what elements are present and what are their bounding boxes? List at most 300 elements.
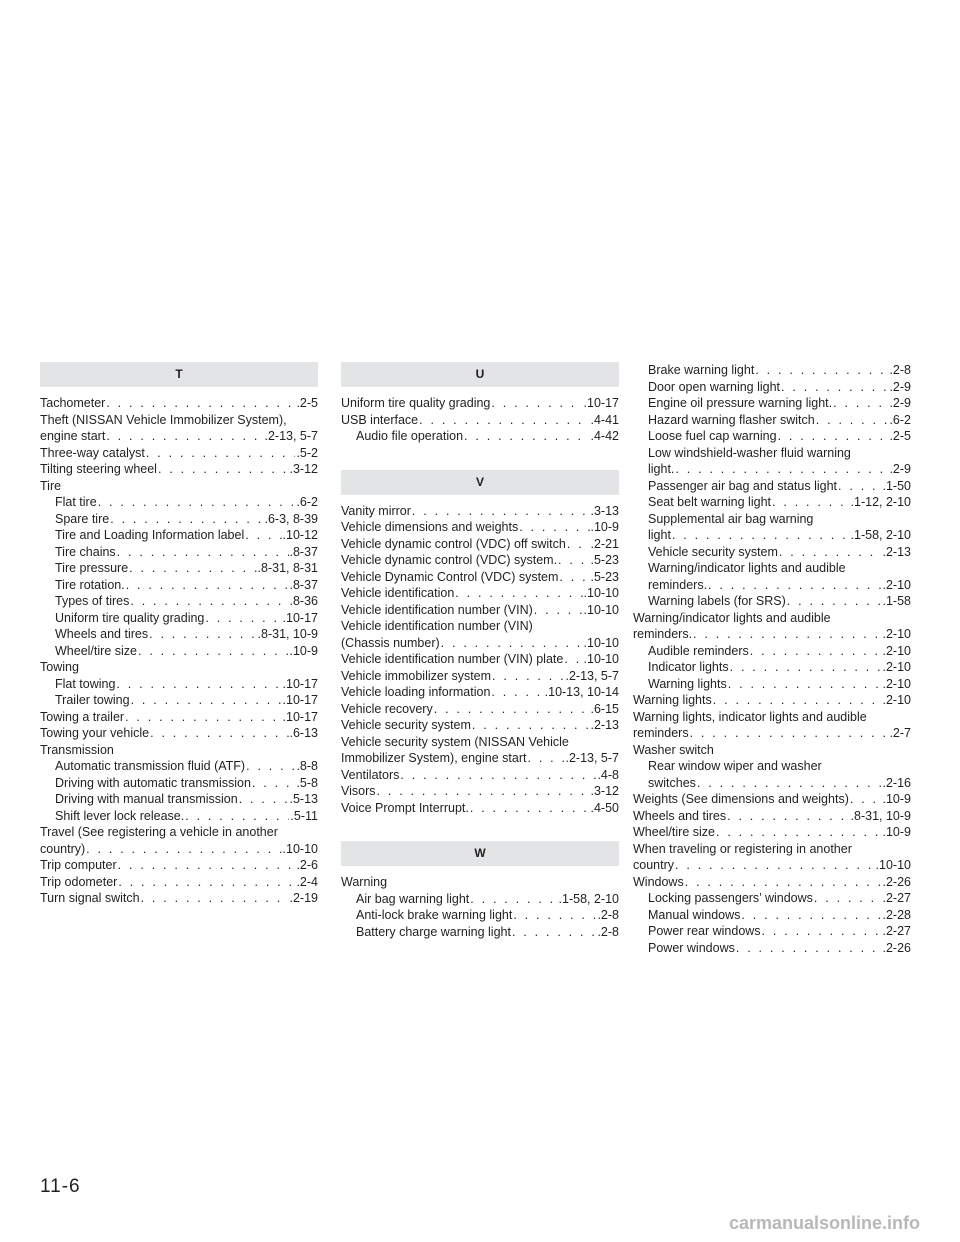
index-entry-label: Power rear windows — [648, 924, 761, 938]
index-page-ref: .2-13, 5-7 — [565, 751, 619, 765]
index-entry — [40, 610, 318, 627]
dot-leader — [434, 701, 590, 718]
index-entry-label: engine start — [40, 429, 106, 443]
index-entry-label: Wheel/tire size — [55, 643, 137, 658]
index-entry-label: Shift lever lock release. — [55, 808, 185, 823]
index-entry-row — [40, 725, 318, 742]
index-entry-label-line: Supplemental air bag warning — [648, 511, 814, 526]
index-entry — [341, 552, 619, 569]
index-entry-label-line: When traveling or registering in another — [633, 841, 852, 856]
index-entry-label: Warning lights — [633, 693, 712, 707]
index-entry — [633, 511, 911, 544]
index-entry-row — [341, 503, 619, 520]
index-entry-label: country — [633, 858, 674, 872]
index-entry-label: Windows — [633, 874, 684, 889]
dot-leader — [838, 478, 881, 495]
index-entry — [341, 734, 619, 767]
index-entry-row — [648, 940, 911, 957]
index-entry-row — [341, 717, 619, 734]
index-entry-label: light. — [648, 462, 675, 476]
index-entry-row — [341, 585, 619, 602]
index-entry-row — [648, 890, 911, 907]
dot-leader — [527, 750, 564, 767]
index-entry-row — [633, 791, 911, 808]
index-entry — [40, 890, 318, 907]
index-entry-label: Vehicle Dynamic Control (VDC) system — [341, 569, 559, 584]
index-entry-label: Visors — [341, 784, 376, 798]
index-page-ref: .5-2 — [296, 445, 318, 460]
index-page-ref: .2-19 — [289, 891, 318, 905]
index-page-ref: .2-6 — [296, 858, 318, 872]
index-entry-row — [633, 692, 911, 709]
index-page-ref: .10-13, 10-14 — [544, 685, 619, 699]
dot-leader — [697, 775, 882, 792]
index-page-ref: .10-9 — [882, 825, 911, 839]
dot-leader — [118, 857, 296, 874]
index-entry — [341, 503, 619, 520]
index-entry-label: Brake warning light — [648, 363, 755, 377]
index-entry-label: Tire rotation. — [55, 577, 125, 592]
index-entry-row — [55, 775, 318, 792]
index-page-ref: .2-7 — [889, 726, 911, 740]
index-page-ref: .5-23 — [590, 553, 619, 567]
index-entry — [341, 412, 619, 429]
index-entry-label: Tire — [40, 478, 62, 493]
dot-leader — [762, 923, 882, 940]
index-entry-label: Warning lights — [648, 676, 727, 691]
dot-leader — [787, 593, 882, 610]
index-entry-label: Warning — [341, 875, 388, 889]
index-entry-label: Automatic transmission fluid (ATF) — [55, 759, 246, 773]
index-page-ref: .10-10 — [282, 841, 318, 856]
index-entry-row — [648, 379, 911, 396]
index-entry-row — [40, 395, 318, 412]
index-page-ref: .2-21 — [590, 536, 619, 551]
index-page-ref: .3-13 — [590, 503, 619, 518]
index-page-ref: .2-10 — [882, 660, 911, 674]
dot-leader — [513, 907, 596, 924]
index-entry — [40, 775, 318, 792]
index-page-ref: .10-17 — [282, 709, 318, 724]
index-entry-label: switches — [648, 775, 696, 790]
index-entry — [633, 676, 911, 693]
index-entry-label-line: Warning/indicator lights and audible — [633, 610, 831, 625]
index-entry-row — [633, 626, 911, 643]
index-entry — [40, 560, 318, 577]
index-entry — [633, 412, 911, 429]
section-header: V — [341, 470, 619, 495]
dot-leader — [419, 412, 589, 429]
index-page-ref: .1-58, 2-10 — [850, 528, 911, 542]
dot-leader — [850, 791, 882, 808]
dot-leader — [558, 552, 589, 569]
dot-leader — [492, 668, 564, 685]
index-entry-row — [341, 684, 619, 701]
index-entry-label: Power windows — [648, 940, 735, 955]
dot-leader — [441, 635, 583, 652]
index-page-ref: .2-10 — [882, 676, 911, 691]
index-entry — [341, 684, 619, 701]
dot-leader — [716, 824, 882, 841]
index-entry — [40, 742, 318, 759]
index-entry — [341, 536, 619, 553]
index-entry-row — [648, 494, 911, 511]
index-entry — [633, 758, 911, 791]
index-entry-row — [633, 824, 911, 841]
dot-leader — [567, 536, 590, 553]
index-entry — [633, 445, 911, 478]
index-entry-row — [633, 725, 911, 742]
index-page-ref: .6-15 — [590, 701, 619, 716]
index-entry-label: Three-way catalyst — [40, 445, 145, 460]
index-entry-row — [648, 923, 911, 940]
index-page-ref: .10-17 — [282, 610, 318, 625]
index-page-ref: .8-36 — [289, 594, 318, 608]
index-entry — [341, 428, 619, 445]
index-page-ref: .2-28 — [882, 907, 911, 922]
index-entry — [633, 692, 911, 709]
index-entry-label: Flat tire — [55, 495, 97, 509]
index-entry-label: (Chassis number) — [341, 635, 440, 650]
index-page-ref: .2-5 — [889, 429, 911, 443]
index-entry-row — [341, 519, 619, 536]
index-entry — [633, 907, 911, 924]
index-entry — [633, 494, 911, 511]
dot-leader — [245, 527, 281, 544]
index-page-ref: .2-13, 5-7 — [565, 668, 619, 683]
index-entry-row — [648, 676, 911, 693]
index-entry-row — [341, 767, 619, 784]
index-entry-label: Vehicle security system — [648, 544, 778, 559]
index-page-ref: .2-13 — [590, 718, 619, 732]
index-entry-label-line: Travel (See registering a vehicle in another — [40, 825, 278, 839]
index-page-ref: .10-9 — [590, 520, 619, 534]
dot-leader — [131, 692, 282, 709]
dot-leader — [728, 676, 882, 693]
index-entry — [40, 709, 318, 726]
index-entry-label: Driving with manual transmission — [55, 792, 238, 806]
index-entry — [633, 395, 911, 412]
index-page-ref: .6-3, 8-39 — [264, 511, 318, 526]
dot-leader — [534, 602, 583, 619]
dot-leader — [126, 577, 289, 594]
index-entry-label: Tire and Loading Information label — [55, 528, 245, 542]
index-entry — [633, 940, 911, 957]
index-entry-label: Driving with automatic transmission — [55, 775, 251, 790]
index-entry-label: Spare tire — [55, 511, 110, 526]
index-page-ref: .10-10 — [583, 586, 619, 600]
index-entry-label: light — [648, 528, 671, 542]
index-entry-row — [356, 891, 619, 908]
index-entry-row — [648, 659, 911, 676]
index-entry-label: Trip odometer — [40, 874, 118, 889]
index-page-ref: .1-58 — [882, 594, 911, 608]
index-entry-label: Seat belt warning light — [648, 495, 771, 509]
dot-leader — [117, 544, 289, 561]
index-page-ref: .2-27 — [882, 891, 911, 905]
index-entry — [341, 602, 619, 619]
index-entry — [40, 494, 318, 511]
dot-leader — [564, 651, 582, 668]
index-entry-row — [648, 428, 911, 445]
index-entry — [341, 907, 619, 924]
index-entry-row — [648, 478, 911, 495]
index-entry-label: Transmission — [40, 742, 114, 757]
dot-leader — [205, 610, 281, 627]
index-entry-label: Tire chains — [55, 544, 116, 559]
index-entry-row — [648, 412, 911, 429]
index-entry — [40, 527, 318, 544]
index-entry-row — [40, 857, 318, 874]
index-entry — [40, 791, 318, 808]
index-entry — [633, 923, 911, 940]
dot-leader — [252, 775, 296, 792]
index-entry — [633, 478, 911, 495]
index-entry-label: Ventilators — [341, 767, 400, 782]
index-entry-label: Anti-lock brake warning light — [356, 908, 513, 922]
index-entry-row — [648, 544, 911, 561]
index-entry-label: Tilting steering wheel — [40, 462, 157, 476]
index-page-ref: .2-16 — [882, 775, 911, 790]
index-entry-label: Vehicle identification number (VIN) plate — [341, 652, 564, 666]
dot-leader — [464, 428, 589, 445]
index-entry-row — [356, 924, 619, 941]
index-entry-row — [40, 841, 318, 858]
index-entry — [341, 519, 619, 536]
index-entry-label: Towing — [40, 660, 79, 674]
index-entry — [633, 379, 911, 396]
dot-leader — [750, 643, 882, 660]
index-entry-label: Vehicle recovery — [341, 701, 433, 716]
index-entry-label: Tachometer — [40, 396, 106, 410]
index-entry — [40, 461, 318, 478]
dot-leader — [138, 643, 289, 660]
index-entry — [633, 791, 911, 808]
index-entry-row — [648, 527, 911, 544]
dot-leader — [727, 808, 849, 825]
index-entry-label: reminders. — [633, 627, 693, 641]
index-entry-row — [40, 890, 318, 907]
dot-leader — [833, 395, 888, 412]
index-entry-label: Hazard warning flasher switch — [648, 412, 815, 427]
index-entry-row — [648, 643, 911, 660]
index-page-ref: .2-5 — [296, 396, 318, 410]
index-entry — [40, 824, 318, 857]
index-entry-row — [40, 428, 318, 445]
index-entry — [633, 874, 911, 891]
index-entry-label: Towing a trailer — [40, 709, 125, 724]
index-entry — [40, 808, 318, 825]
index-entry — [40, 643, 318, 660]
index-page-ref: .10-10 — [875, 858, 911, 872]
dot-leader — [470, 800, 590, 817]
index-entry-row — [341, 701, 619, 718]
index-entry-label: Engine oil pressure warning light. — [648, 396, 833, 410]
index-entry — [40, 692, 318, 709]
index-entry-row — [55, 643, 318, 660]
index-entry — [633, 709, 911, 742]
dot-leader — [491, 395, 582, 412]
index-entry — [341, 569, 619, 586]
index-page-ref: .2-13, 5-7 — [264, 429, 318, 443]
index-entry-label: Loose fuel cap warning — [648, 429, 777, 443]
index-entry — [633, 544, 911, 561]
dot-leader — [185, 808, 289, 825]
watermark-logo[interactable]: carmanualsonline.info — [728, 1213, 920, 1233]
dot-leader — [512, 924, 597, 941]
section-header: U — [341, 362, 619, 387]
index-page-ref: .4-42 — [590, 429, 619, 443]
index-entry-label: reminders — [633, 726, 689, 740]
index-entry-label: Vehicle security system — [341, 718, 471, 732]
index-entry-label: Vehicle dimensions and weights — [341, 520, 519, 534]
dot-leader — [672, 527, 850, 544]
index-page-ref: .2-27 — [882, 924, 911, 938]
dot-leader — [778, 428, 889, 445]
dot-leader — [110, 511, 263, 528]
index-page-ref: .2-10 — [882, 643, 911, 658]
index-entry-row — [648, 907, 911, 924]
index-entry-row — [55, 511, 318, 528]
index-entry-label: Washer switch — [633, 742, 714, 757]
index-entry-label: Vehicle dynamic control (VDC) off switch — [341, 536, 566, 551]
index-entry-row — [648, 461, 911, 478]
index-page-ref: .1-58, 2-10 — [558, 891, 619, 906]
index-entry — [633, 362, 911, 379]
dot-leader — [98, 494, 296, 511]
index-page-ref: .5-11 — [290, 808, 318, 823]
index-page-ref: .5-13 — [289, 792, 318, 806]
index-entry — [341, 783, 619, 800]
index-page-ref: .10-12 — [282, 528, 318, 542]
index-entry-label: Passenger air bag and status light — [648, 478, 838, 493]
index-entry — [40, 412, 318, 445]
dot-leader — [559, 569, 589, 586]
index-entry-label: Wheels and tires — [55, 627, 149, 641]
index-entry-row — [633, 874, 911, 891]
index-entry — [633, 808, 911, 825]
index-entry-label-line: Warning lights, indicator lights and audible — [633, 709, 867, 724]
index-page-ref: .10-17 — [282, 676, 318, 691]
index-page-ref: .10-10 — [583, 652, 619, 666]
index-entry-label-line: Vehicle security system (NISSAN Vehicle — [341, 734, 569, 749]
dot-leader — [736, 940, 882, 957]
dot-leader — [412, 503, 590, 520]
index-entry — [633, 890, 911, 907]
index-entry-row — [55, 808, 318, 825]
index-entry-label: Trip computer — [40, 858, 117, 872]
dot-leader — [129, 560, 256, 577]
index-column-1 — [40, 362, 318, 907]
index-page-ref: .10-17 — [583, 396, 619, 410]
index-entry-row — [55, 692, 318, 709]
index-entry-row — [341, 750, 619, 767]
index-entry-label-line: Theft (NISSAN Vehicle Immobilizer System), — [40, 412, 287, 427]
index-entry-row — [341, 783, 619, 800]
index-page-ref: .8-8 — [296, 759, 318, 773]
index-entry-label: Door open warning light — [648, 379, 781, 394]
index-entry-label: Vehicle loading information — [341, 685, 491, 699]
index-entry-row — [648, 362, 911, 379]
index-entry-row — [341, 536, 619, 553]
dot-leader — [149, 626, 256, 643]
index-entry — [341, 701, 619, 718]
index-entry-label: Manual windows — [648, 907, 741, 922]
index-page-ref: .8-31, 8-31 — [257, 561, 318, 575]
index-entry — [341, 585, 619, 602]
index-entry-label: Wheels and tires — [633, 808, 727, 823]
dot-leader — [106, 395, 295, 412]
index-entry-row — [341, 569, 619, 586]
index-entry-row — [341, 651, 619, 668]
index-page-ref: .2-13 — [882, 544, 911, 559]
dot-leader — [816, 412, 889, 429]
dot-leader — [713, 692, 882, 709]
dot-leader — [116, 676, 281, 693]
index-entry-label: reminders. — [648, 577, 708, 592]
index-entry-row — [55, 494, 318, 511]
index-page-ref: .3-12 — [590, 784, 619, 798]
dot-leader — [755, 362, 888, 379]
index-entry-label: Vehicle dynamic control (VDC) system. — [341, 553, 558, 567]
index-page-ref: .5-23 — [590, 569, 619, 584]
index-entry-row — [55, 544, 318, 561]
dot-leader — [86, 841, 281, 858]
index-entry-row — [341, 668, 619, 685]
index-page-ref: .2-9 — [889, 396, 911, 410]
index-page-ref: .2-10 — [882, 693, 911, 707]
index-entry — [40, 857, 318, 874]
index-entry — [633, 428, 911, 445]
index-entry-row — [633, 808, 911, 825]
index-page-ref: .5-8 — [296, 775, 318, 790]
index-entry-label: Immobilizer System), engine start — [341, 751, 527, 765]
index-entry — [40, 725, 318, 742]
index-page-ref: .10-10 — [583, 602, 619, 617]
index-entry-label: Towing your vehicle — [40, 726, 150, 740]
index-page-ref: .2-26 — [882, 940, 911, 955]
index-entry-row — [648, 395, 911, 412]
index-page-ref: .8-31, 10-9 — [850, 808, 911, 823]
index-entry-row — [40, 874, 318, 891]
section-header: T — [40, 362, 318, 387]
index-entry — [341, 800, 619, 817]
index-entry-row — [40, 709, 318, 726]
index-entry-label: Audible reminders — [648, 643, 749, 658]
index-entry — [40, 593, 318, 610]
index-entry-label: Voice Prompt Interrupt. — [341, 800, 469, 815]
index-entry-row — [55, 676, 318, 693]
index-entry-row — [341, 635, 619, 652]
index-entry — [40, 577, 318, 594]
dot-leader — [741, 907, 881, 924]
index-entry-label: Vehicle identification — [341, 586, 455, 600]
index-entry — [341, 767, 619, 784]
section-header: W — [341, 841, 619, 866]
index-entry-row — [55, 758, 318, 775]
dot-leader — [730, 659, 882, 676]
dot-leader — [675, 857, 875, 874]
index-entry-row — [55, 577, 318, 594]
dot-leader — [150, 725, 288, 742]
index-entry — [341, 668, 619, 685]
index-entry — [40, 478, 318, 495]
index-entry-label-line: Vehicle identification number (VIN) — [341, 619, 533, 633]
dot-leader — [491, 684, 543, 701]
index-page-ref: .4-8 — [597, 767, 619, 782]
index-entry-row — [341, 800, 619, 817]
index-entry — [40, 874, 318, 891]
